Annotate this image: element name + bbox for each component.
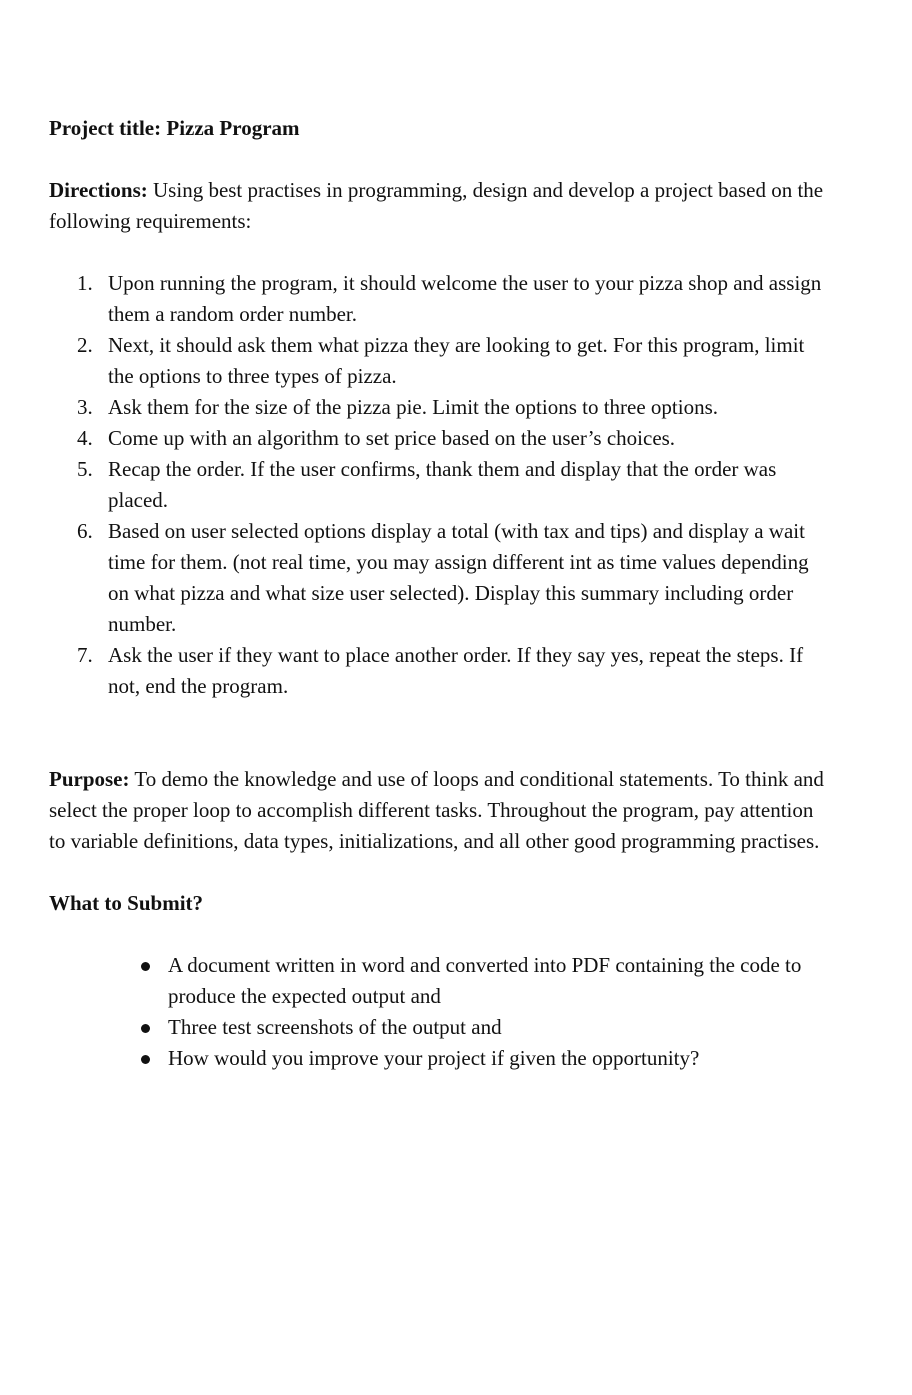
submit-heading: What to Submit? [49,891,204,915]
list-item [49,516,829,640]
list-item-number: 7. [77,643,93,667]
list-item-text: Ask the user if they want to place another order. If they say yes, repeat the steps. If not, end the program. [108,643,804,698]
spacer [49,237,829,268]
list-item [49,330,829,392]
spacer [49,857,829,888]
project-title: Project title: Pizza Program [49,116,300,140]
submit-list [49,950,829,1074]
directions-text: Using best practises in programming, design and develop a project based on the following requirements: [49,178,824,233]
list-item [49,268,829,330]
list-item [49,1012,829,1043]
list-item-text: Recap the order. If the user confirms, thank them and display that the order was placed. [108,457,777,512]
list-item-text: Upon running the program, it should welcome the user to your pizza shop and assign them a random order number. [108,271,822,326]
list-item-number: 6. [77,519,93,543]
list-item [49,640,829,702]
list-item-number: 1. [77,271,93,295]
list-item [49,1043,829,1074]
list-item-number: 2. [77,333,93,357]
directions-paragraph [49,175,829,237]
bullet-icon [141,1024,150,1033]
list-item [49,950,829,1012]
spacer [49,144,829,175]
list-item-text: Three test screenshots of the output and [168,1015,502,1039]
bullet-icon [141,1055,150,1064]
list-item-text: Next, it should ask them what pizza they are looking to get. For this program, limit the options to three types of pizza. [108,333,805,388]
list-item-text: A document written in word and converted into PDF containing the code to produce the expected output and [168,953,802,1008]
list-item-number: 3. [77,395,93,419]
purpose-paragraph [49,764,829,857]
purpose-text: To demo the knowledge and use of loops and conditional statements. To think and select the proper loop to accomplish different tasks. Throughout the program, pay attention to variable definitions, data types, initializations, and all other good programming practises. [49,767,824,853]
list-item-number: 4. [77,426,93,450]
bullet-icon [141,962,150,971]
list-item-text: Based on user selected options display a total (with tax and tips) and display a wait time for them. (not real time, you may assign different int as time values depending on what pizza and what size user selected). Display this summary including order number. [108,519,809,636]
spacer [49,919,829,950]
spacer [49,702,829,764]
list-item-text: Come up with an algorithm to set price based on the user’s choices. [108,426,676,450]
list-item-number: 5. [77,457,93,481]
directions-label: Directions: [49,178,148,202]
purpose-label: Purpose: [49,767,130,791]
list-item-text: Ask them for the size of the pizza pie. Limit the options to three options. [108,395,719,419]
list-item [49,454,829,516]
list-item-text: How would you improve your project if given the opportunity? [168,1046,700,1070]
document-page [49,113,829,1074]
requirements-list [49,268,829,702]
list-item [49,423,829,454]
list-item [49,392,829,423]
